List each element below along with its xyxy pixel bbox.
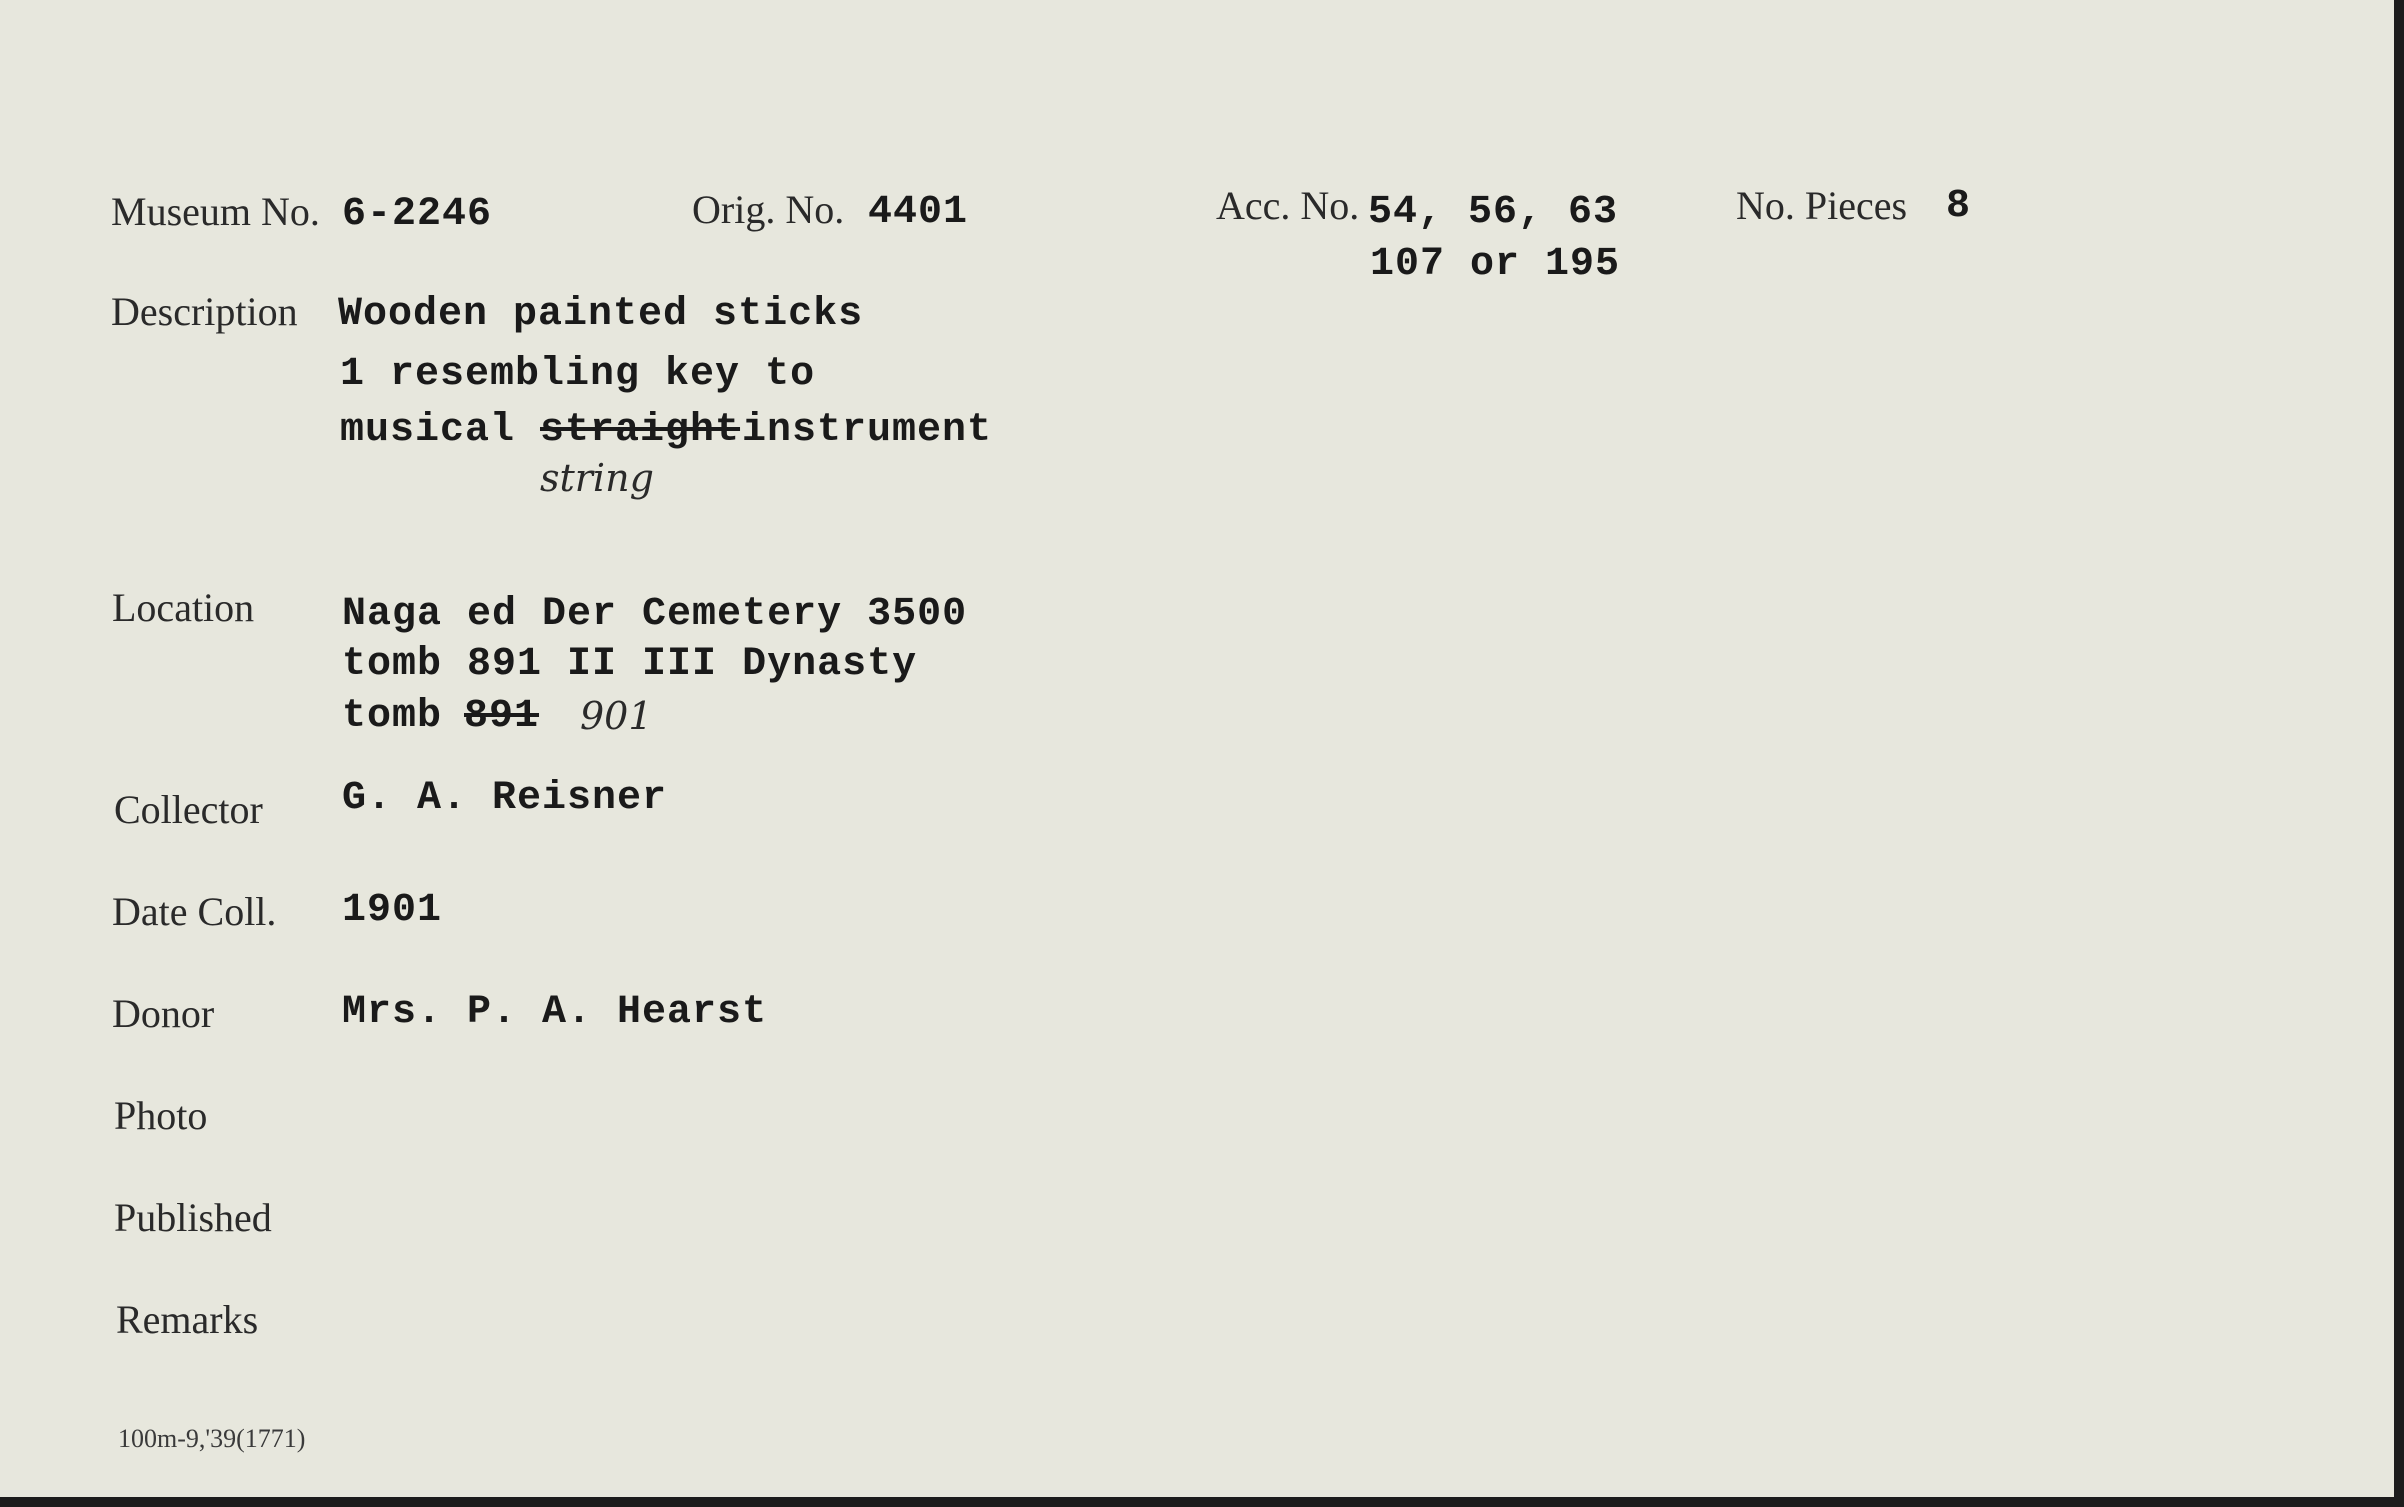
- description-label: Description: [111, 289, 298, 334]
- date-coll-value: 1901: [342, 888, 443, 933]
- photo-label: Photo: [114, 1093, 208, 1138]
- location-line-3a: tomb: [342, 694, 443, 739]
- description-struck-word: straight: [540, 408, 741, 453]
- acc-no-value-line2: 107 or 195: [1370, 242, 1621, 287]
- orig-no-value: 4401: [868, 190, 969, 235]
- orig-no-label: Orig. No.: [692, 187, 845, 232]
- location-line-1: Naga ed Der Cemetery 3500: [342, 592, 968, 637]
- acc-no-label: Acc. No.: [1216, 183, 1360, 228]
- museum-no-value: 6-2246: [342, 192, 493, 237]
- location-label: Location: [112, 585, 255, 630]
- no-pieces-value: 8: [1946, 184, 1972, 229]
- collector-value: G. A. Reisner: [342, 776, 668, 821]
- museum-no-label: Museum No.: [111, 189, 320, 234]
- location-line-2: tomb 891 II III Dynasty: [342, 642, 918, 687]
- collector-label: Collector: [114, 787, 263, 832]
- description-line-1: Wooden painted sticks: [338, 292, 864, 337]
- published-label: Published: [114, 1195, 272, 1240]
- donor-label: Donor: [112, 991, 215, 1036]
- description-line-3a: musical: [340, 408, 516, 453]
- location-struck-number: 891: [464, 694, 540, 739]
- acc-no-value-line1: 54, 56, 63: [1368, 190, 1619, 235]
- date-coll-label: Date Coll.: [112, 889, 277, 934]
- description-line-2: 1 resembling key to: [340, 352, 816, 397]
- description-handwritten-correction: string: [540, 456, 654, 500]
- no-pieces-label: No. Pieces: [1736, 183, 1908, 228]
- form-code: 100m-9,'39(1771): [118, 1424, 306, 1453]
- location-handwritten-correction: 901: [580, 694, 653, 738]
- description-line-3b: instrument: [742, 408, 993, 453]
- donor-value: Mrs. P. A. Hearst: [342, 990, 768, 1035]
- remarks-label: Remarks: [116, 1297, 259, 1342]
